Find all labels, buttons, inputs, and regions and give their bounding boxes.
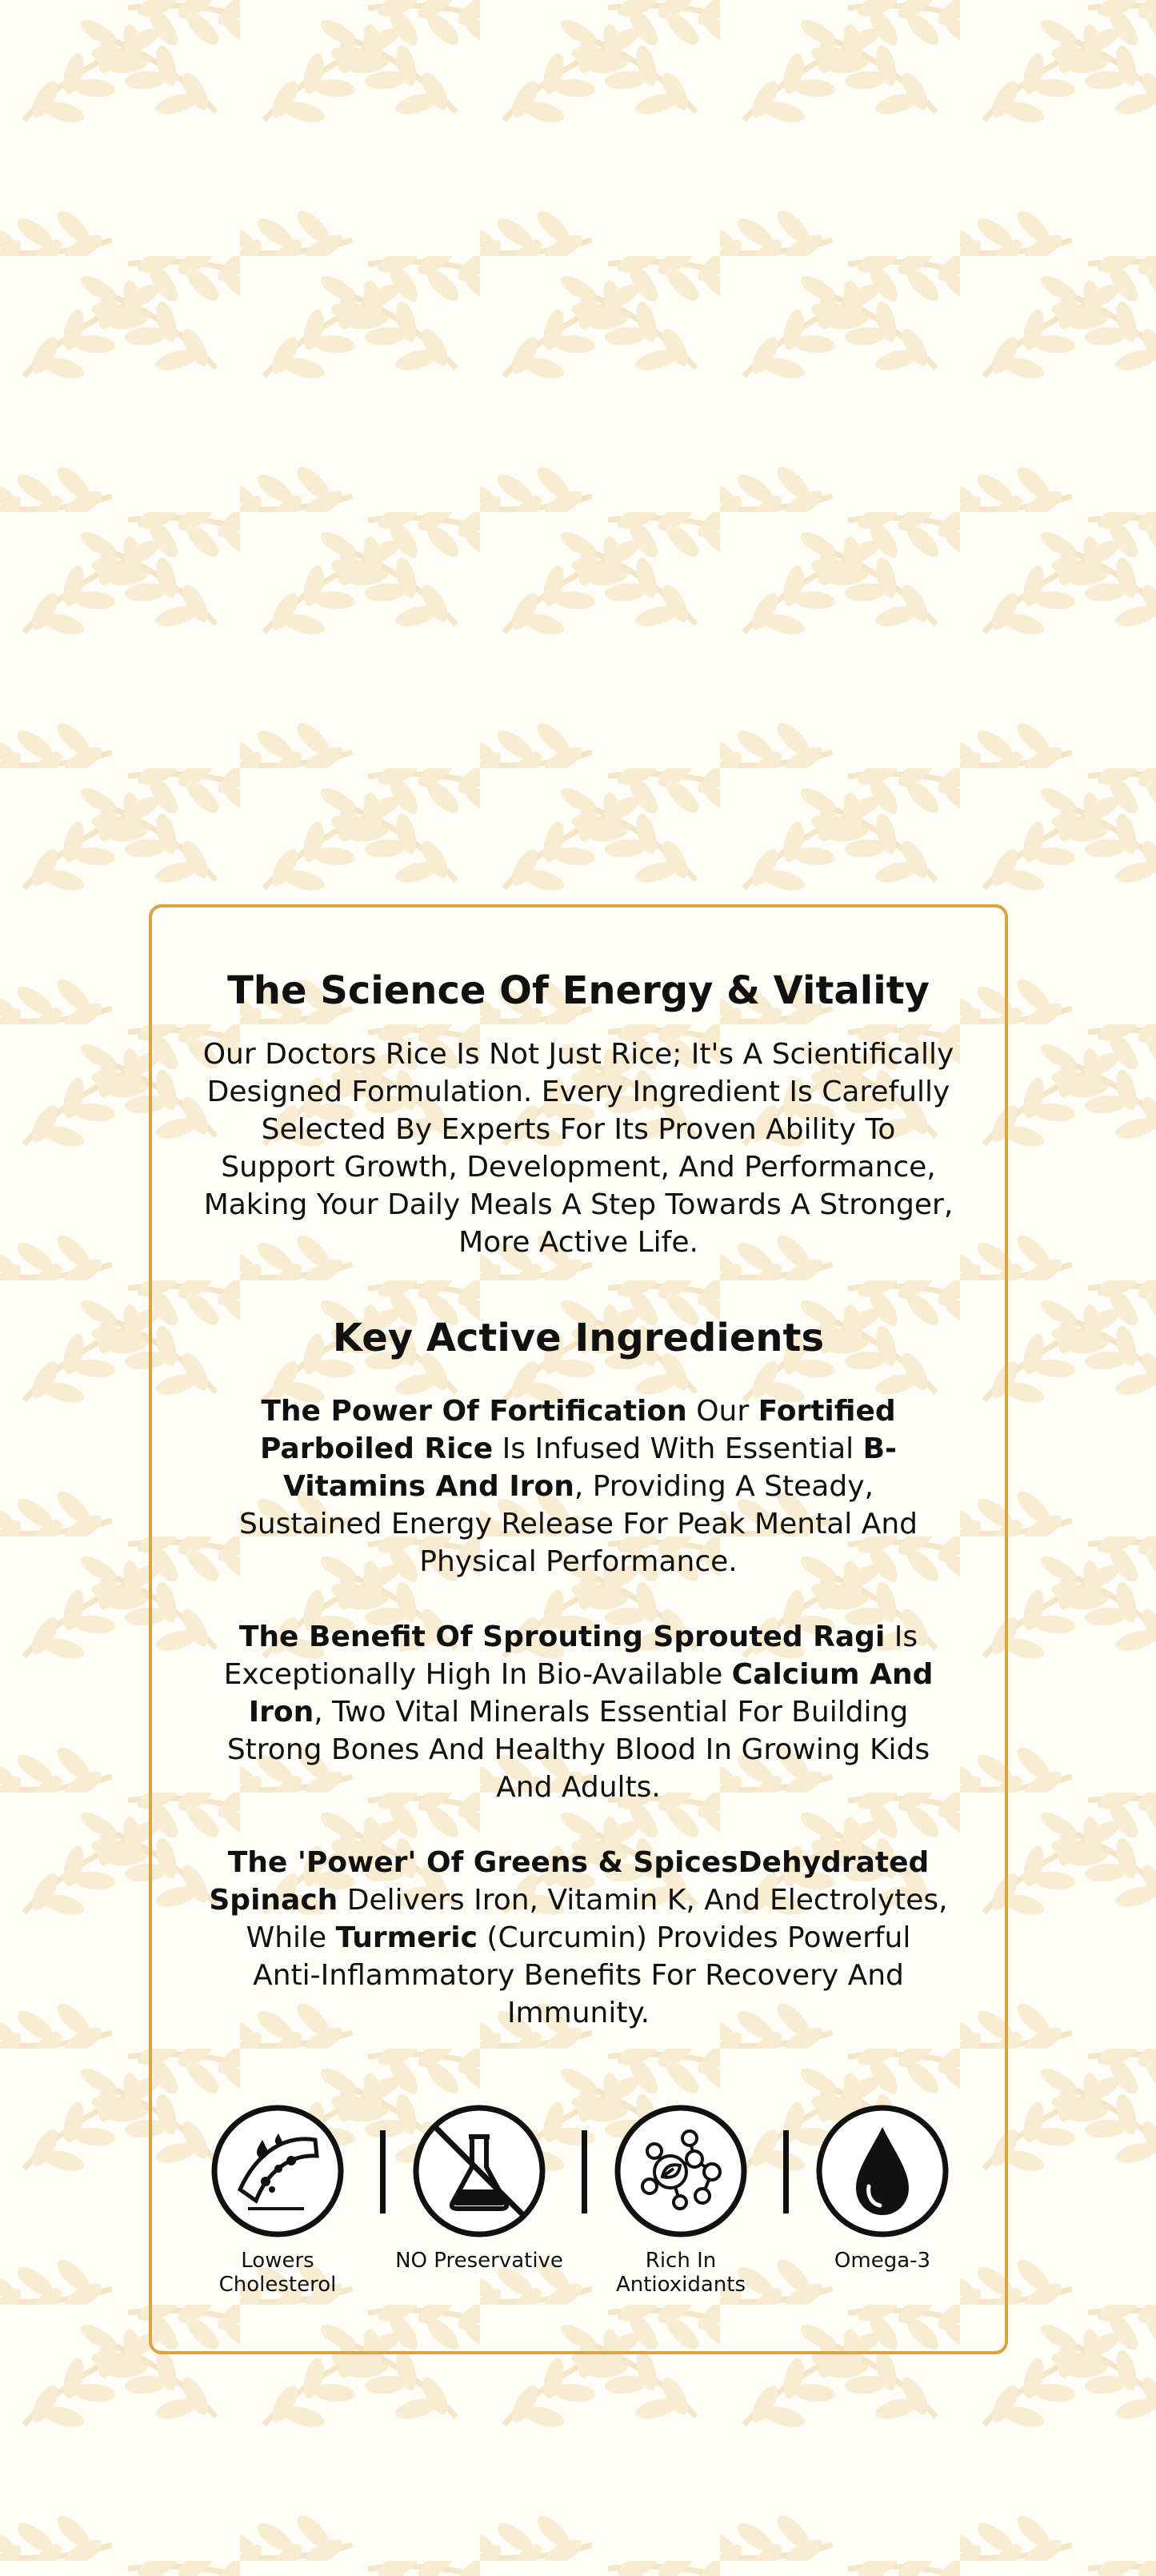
antioxidant-molecule-icon bbox=[613, 2103, 749, 2239]
ingredient-highlight: Turmeric bbox=[335, 1921, 478, 1954]
ingredient-text: Our bbox=[686, 1395, 758, 1428]
ingredient-highlight: Calcium And Iron bbox=[248, 1658, 934, 1729]
ingredient-text: , Two Vital Minerals Essential For Building Strong Bones And Healthy Blood In Growing Kids And Adults. bbox=[226, 1696, 930, 1804]
ingredient-heading: The 'Power' Of Greens & SpicesDehydrated Spinach bbox=[209, 1846, 930, 1917]
badge-label: Lowers Cholesterol bbox=[218, 2249, 337, 2297]
science-title: The Science Of Energy & Vitality bbox=[227, 968, 930, 1013]
ingredient-text: Delivers Iron, Vitamin K, And Electrolytes, While bbox=[246, 1884, 948, 1954]
ingredient-text: , Providing A Steady, Sustained Energy Release For Peak Mental And Physical Performance. bbox=[238, 1470, 918, 1578]
badge-label: NO Preservative bbox=[395, 2249, 563, 2273]
ingredient-highlight: Fortified Parboiled Rice bbox=[260, 1395, 896, 1465]
heart-artery-icon bbox=[210, 2103, 346, 2239]
ingredients-title: Key Active Ingredients bbox=[332, 1316, 825, 1360]
benefit-badges bbox=[152, 2103, 1005, 2335]
badge-omega-3 bbox=[786, 2103, 978, 2273]
ingredient-heading: The Power Of Fortification bbox=[261, 1395, 687, 1428]
badge-label: Omega-3 bbox=[834, 2249, 931, 2273]
badge-no-preservative bbox=[383, 2103, 575, 2273]
badge-label: Rich In Antioxidants bbox=[615, 2249, 746, 2297]
ingredient-text: (Curcumin) Provides Powerful Anti-Inflammatory Benefits For Recovery And Immunity. bbox=[253, 1921, 911, 2029]
ingredient-highlight: B-Vitamins And Iron bbox=[283, 1432, 897, 1503]
ingredient-text: Is Exceptionally High In Bio-Available bbox=[223, 1621, 918, 1691]
no-preservative-flask-icon bbox=[411, 2103, 547, 2239]
science-description: Our Doctors Rice Is Not Just Rice; It's A Scientifically Designed Formulation. Every Ingredient Is Carefully Selected By Experts For Its Proven Ability To Support Growth, Development, And Performance, Making Your Daily Meals A Step Towards A Stronger, More Active Life. bbox=[202, 1038, 954, 1259]
ingredient-text: Is Infused With Essential bbox=[493, 1432, 863, 1465]
ingredient-greens-spices bbox=[208, 1844, 949, 2032]
ingredient-heading: The Benefit Of Sprouting Sprouted Ragi bbox=[238, 1621, 886, 1653]
ingredient-fortification bbox=[208, 1392, 949, 1580]
ingredient-sprouting bbox=[208, 1618, 949, 1806]
badge-lowers-cholesterol bbox=[182, 2103, 374, 2297]
badge-antioxidants bbox=[585, 2103, 777, 2297]
info-card bbox=[149, 904, 1008, 2354]
oil-drop-icon bbox=[814, 2103, 950, 2239]
